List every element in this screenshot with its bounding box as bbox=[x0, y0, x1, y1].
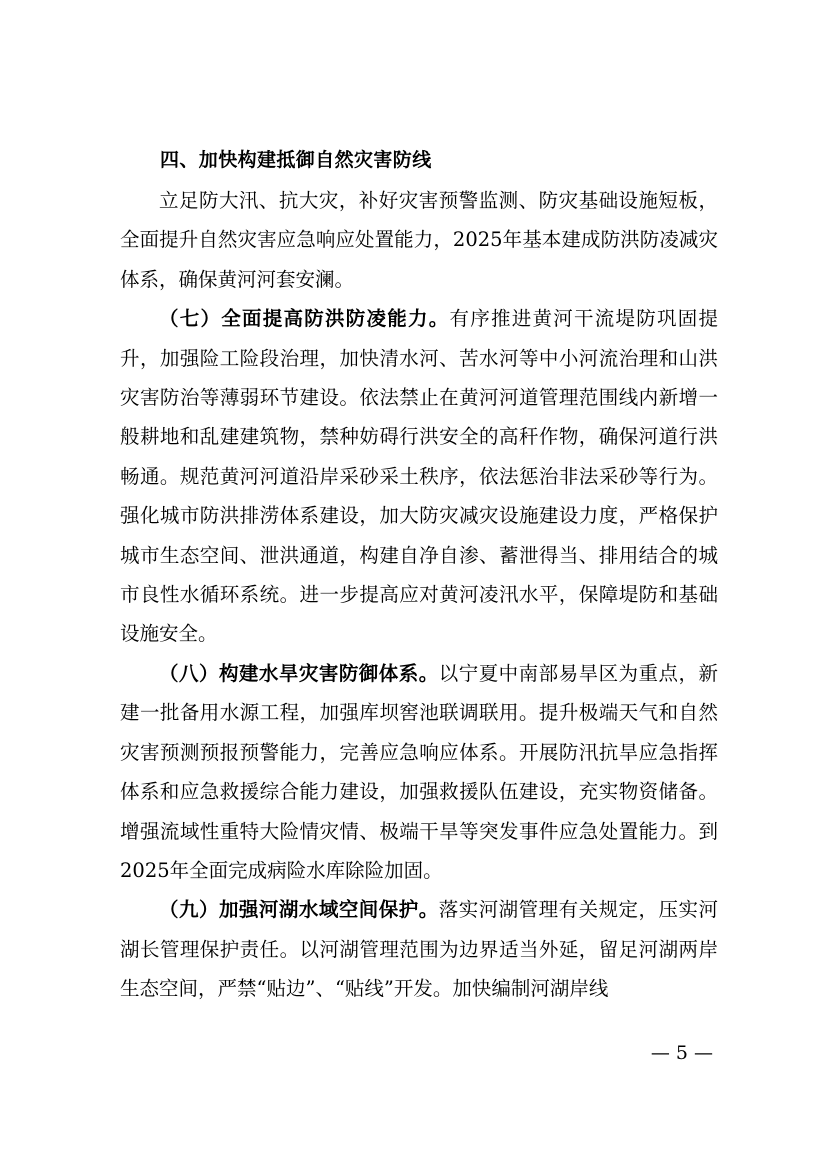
paragraph-flood-control bbox=[120, 299, 718, 654]
document-page bbox=[120, 0, 718, 1169]
paragraph-text: 有序推进黄河干流堤防巩固提升，加强险工险段治理，加快清水河、苦水河等中小河流治理和山洪灾害防治等薄弱环节建设。依法禁止在黄河河道管理范围线内新增一般耕地和乱建建筑物，禁种妨碍行洪安全的高秆作物，确保河道行洪畅通。规范黄河河道沿岸采砂采土秩序，依法惩治非法采砂等行为。强化城市防洪排涝体系建设，加大防灾减灾设施建设力度，严格保护城市生态空间、泄洪通道，构建自净自渗、蓄泄得当、排用结合的城市良性水循环系统。进一步提高应对黄河凌汛水平，保障堤防和基础设施安全。 bbox=[120, 307, 718, 646]
paragraph-river-lake-protection bbox=[120, 890, 718, 1008]
page-number-text: — 5 — bbox=[650, 1042, 713, 1064]
page-number bbox=[0, 1042, 826, 1064]
paragraph-drought-defense bbox=[120, 654, 718, 890]
paragraph-text: 以宁夏中南部易旱区为重点，新建一批备用水源工程，加强库坝窖池联调联用。提升极端天气和自然灾害预测预报预警能力，完善应急响应体系。开展防汛抗旱应急指挥体系和应急救援综合能力建设，加强救援队伍建设，充实物资储备。增强流域性重特大险情灾情、极端干旱等突发事件应急处置能力。到2025年全面完成病险水库除险加固。 bbox=[120, 661, 718, 882]
paragraph-text: 立足防大汛、抗大灾，补好灾害预警监测、防灾基础设施短板，全面提升自然灾害应急响应处置能力，2025年基本建成防洪防凌减灾体系，确保黄河河套安澜。 bbox=[120, 189, 718, 291]
section-heading: 四、加快构建抵御自然灾害防线 bbox=[160, 149, 432, 171]
paragraph-lead: （七）全面提高防洪防凌能力。 bbox=[159, 307, 450, 331]
paragraph-intro bbox=[120, 181, 718, 299]
paragraph-lead: （八）构建水旱灾害防御体系。 bbox=[159, 661, 439, 685]
body-text bbox=[120, 181, 718, 1009]
paragraph-lead: （九）加强河湖水域空间保护。 bbox=[159, 898, 439, 922]
paragraph-text: 落实河湖管理有关规定，压实河湖长管理保护责任。以河湖管理范围为边界适当外延，留足河湖两岸生态空间，严禁“贴边”、“贴线”开发。加快编制河湖岸线 bbox=[120, 898, 718, 1001]
